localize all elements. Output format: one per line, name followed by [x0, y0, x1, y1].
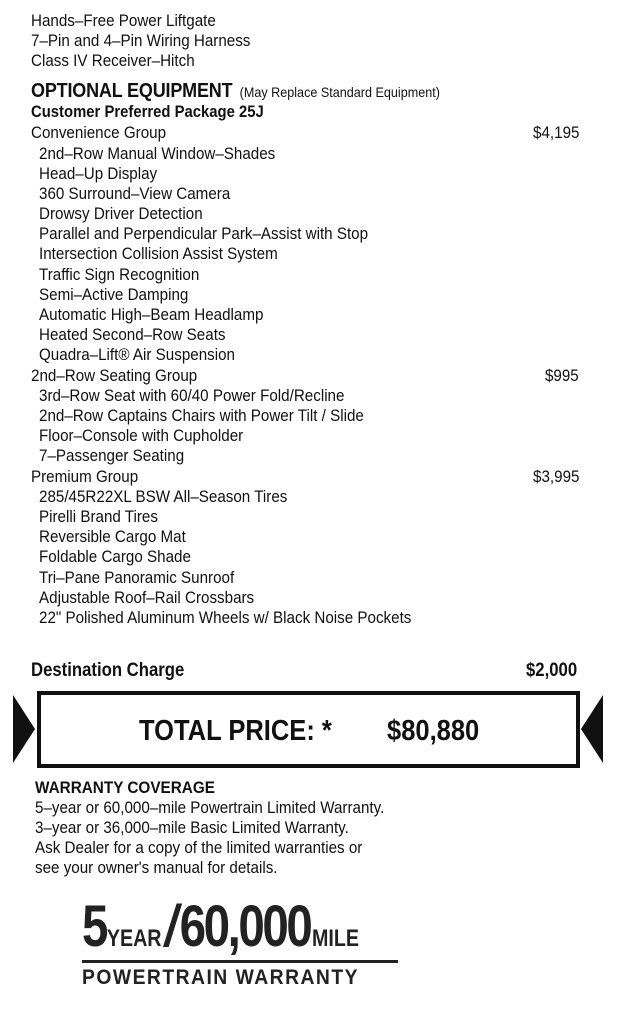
- warranty-line: 5–year or 60,000–mile Powertrain Limited Warranty.: [35, 799, 385, 817]
- group-item: 3rd–Row Seat with 60/40 Power Fold/Recline: [39, 387, 345, 405]
- logo-subtitle: POWERTRAIN WARRANTY: [82, 966, 359, 989]
- optional-equipment-title: OPTIONAL EQUIPMENT: [31, 80, 233, 102]
- group-item: 7–Passenger Seating: [39, 447, 185, 465]
- logo-years: 5: [82, 894, 107, 959]
- destination-charge-label: Destination Charge: [31, 660, 185, 681]
- group-item: Parallel and Perpendicular Park–Assist with Stop: [39, 225, 369, 243]
- group-price: $3,995: [532, 468, 579, 486]
- group-item: Tri–Pane Panoramic Sunroof: [39, 569, 235, 587]
- total-price-label: TOTAL PRICE: *: [139, 715, 332, 747]
- group-item: Drowsy Driver Detection: [39, 205, 203, 223]
- logo-miles: 60,000: [179, 894, 311, 959]
- group-item: Head–Up Display: [39, 165, 158, 183]
- group-item: 285/45R22XL BSW All–Season Tires: [39, 488, 288, 506]
- group-name: Convenience Group: [31, 124, 167, 142]
- powertrain-warranty-logo: [82, 896, 402, 996]
- group-name: Premium Group: [31, 468, 139, 486]
- standard-item: Class IV Receiver–Hitch: [31, 52, 195, 70]
- group-row-convenience: [31, 123, 579, 143]
- warranty-line: see your owner's manual for details.: [35, 859, 278, 877]
- total-price-box: [37, 691, 580, 768]
- group-item: Reversible Cargo Mat: [39, 528, 186, 546]
- logo-divider: [82, 960, 398, 963]
- destination-charge-price: $2,000: [525, 660, 577, 681]
- optional-equipment-note: (May Replace Standard Equipment): [239, 84, 440, 100]
- group-row-seating: [31, 366, 579, 386]
- group-item: 2nd–Row Manual Window–Shades: [39, 145, 276, 163]
- group-price: $4,195: [532, 124, 579, 142]
- group-item: Foldable Cargo Shade: [39, 548, 191, 566]
- optional-equipment-heading: [31, 80, 440, 103]
- logo-headline: [82, 896, 359, 958]
- logo-slash: /: [164, 894, 179, 959]
- group-item: Adjustable Roof–Rail Crossbars: [39, 589, 255, 607]
- group-item: Automatic High–Beam Headlamp: [39, 306, 264, 324]
- group-item: Traffic Sign Recognition: [39, 266, 200, 284]
- right-pointer-arrow-icon: [581, 695, 603, 763]
- warranty-line: 3–year or 36,000–mile Basic Limited Warranty.: [35, 819, 349, 837]
- logo-mile-word: MILE: [311, 925, 360, 952]
- total-price-value: $80,880: [387, 715, 480, 747]
- left-pointer-arrow-icon: [13, 695, 35, 763]
- group-name: 2nd–Row Seating Group: [31, 367, 198, 385]
- group-price: $995: [545, 367, 579, 385]
- standard-item: Hands–Free Power Liftgate: [31, 12, 216, 30]
- logo-year-word: YEAR: [106, 925, 162, 952]
- group-item: Quadra–Lift® Air Suspension: [39, 346, 236, 364]
- group-item: 360 Surround–View Camera: [39, 185, 231, 203]
- package-title: Customer Preferred Package 25J: [31, 103, 264, 121]
- warranty-title: WARRANTY COVERAGE: [35, 778, 215, 797]
- group-item: Floor–Console with Cupholder: [39, 427, 244, 445]
- warranty-line: Ask Dealer for a copy of the limited warranties or: [35, 839, 363, 857]
- standard-item: 7–Pin and 4–Pin Wiring Harness: [31, 32, 251, 50]
- group-row-premium: [31, 467, 579, 487]
- group-item: Pirelli Brand Tires: [39, 508, 158, 526]
- destination-charge-row: [31, 659, 577, 683]
- group-item: Intersection Collision Assist System: [39, 245, 278, 263]
- group-item: Semi–Active Damping: [39, 286, 189, 304]
- group-item: 22" Polished Aluminum Wheels w/ Black Noise Pockets: [39, 609, 412, 627]
- group-item: Heated Second–Row Seats: [39, 326, 226, 344]
- group-item: 2nd–Row Captains Chairs with Power Tilt / Slide: [39, 407, 364, 425]
